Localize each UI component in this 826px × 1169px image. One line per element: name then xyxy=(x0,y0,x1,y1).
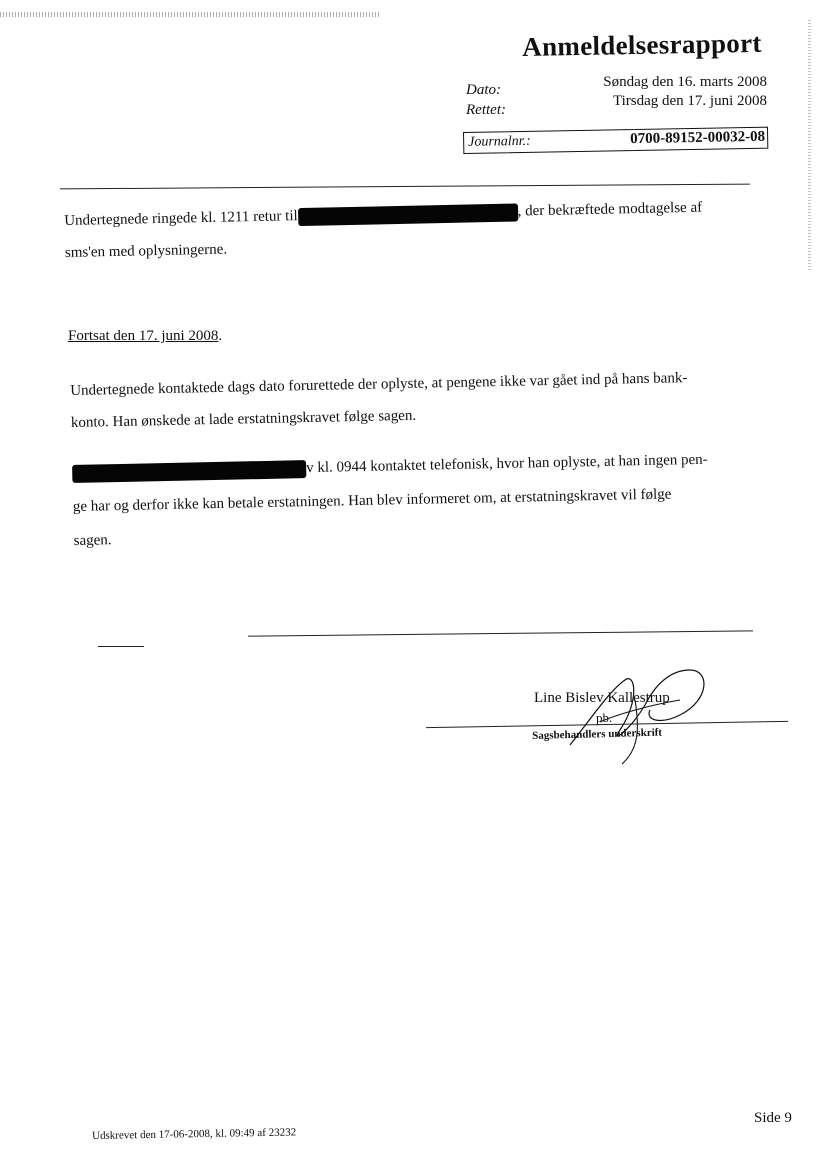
paragraph-1 xyxy=(64,195,765,264)
journal-label: Journalnr.: xyxy=(468,133,531,150)
handwritten-signature-icon xyxy=(560,660,730,770)
date-label: Dato: xyxy=(466,82,501,98)
journal-number-box xyxy=(463,127,768,154)
continued-heading xyxy=(68,328,222,345)
paragraph-1-line-1 xyxy=(64,195,764,232)
paragraph-3 xyxy=(72,447,774,552)
redaction-block xyxy=(298,203,518,226)
corrected-value: Tirsdag den 17. juni 2008 xyxy=(612,93,767,109)
paragraph-1-start: Undertegnede ringede kl. 1211 retur til xyxy=(64,208,298,229)
paragraph-2-line-2: konto. Han ønskede at lade erstatningskravet følge sagen. xyxy=(70,407,417,431)
journal-number: 0700-89152-00032-08 xyxy=(630,128,766,148)
pb-mark: pb. xyxy=(596,710,613,725)
paragraph-2 xyxy=(70,365,771,434)
paragraph-1-line-2: sms'en med oplysningerne. xyxy=(64,241,228,261)
corrected-label: Rettet: xyxy=(466,102,506,118)
paragraph-3-line-2: ge har og derfor ikke kan betale erstatningen. Han blev informeret om, at erstatningskravet vil følge xyxy=(72,486,672,515)
print-footer: Udskrevet den 17-06-2008, kl. 09:49 af 23232 xyxy=(92,1126,297,1142)
continued-heading-suffix: . xyxy=(218,328,223,344)
date-value: Søndag den 16. marts 2008 xyxy=(603,74,767,90)
signer-name: Line Bislev Kallestrup xyxy=(534,690,670,706)
paragraph-3-line-3: sagen. xyxy=(73,532,112,549)
short-rule xyxy=(98,646,144,647)
paragraph-3-line-1 xyxy=(72,447,772,484)
redaction-block xyxy=(72,460,306,483)
paragraph-3-line-1-text: v kl. 0944 kontaktet telefonisk, hvor han oplyste, at han ingen pen- xyxy=(306,451,708,477)
header-rule xyxy=(60,184,750,190)
continued-heading-text: Fortsat den 17. juni 2008 xyxy=(68,328,219,344)
page-number: Side 9 xyxy=(754,1110,792,1126)
separator-rule xyxy=(248,630,753,636)
paragraph-1-end: , der bekræftede modtagelse af xyxy=(517,199,703,220)
signature-label: Sagsbehandlers underskrift xyxy=(532,726,663,742)
scan-noise-top xyxy=(0,12,380,17)
report-title: Anmeldelsesrapport xyxy=(522,27,762,62)
scan-noise-edge xyxy=(808,20,811,270)
paragraph-2-line-1: Undertegnede kontaktede dags dato forurettede der oplyste, at pengene ikke var gået ind på hans bank- xyxy=(70,370,688,399)
